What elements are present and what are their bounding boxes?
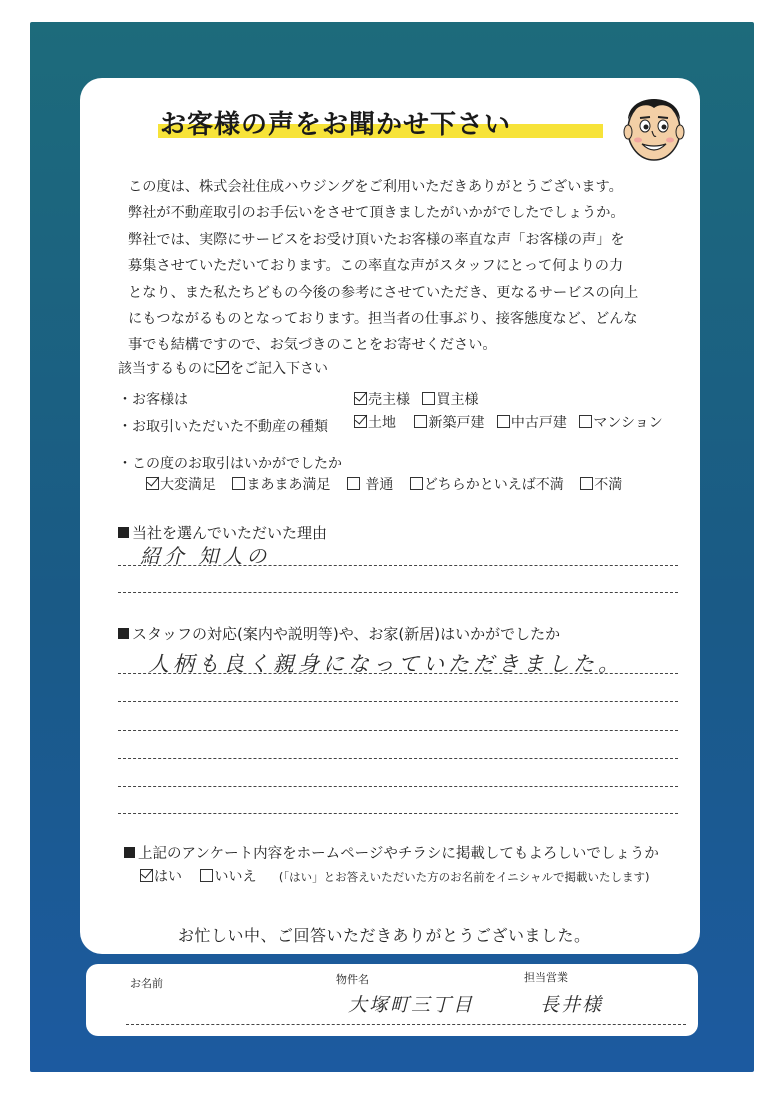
sample-checkbox	[216, 361, 229, 374]
checkbox-yes[interactable]	[140, 869, 153, 882]
answer-line	[118, 565, 678, 566]
q-reason-heading: 当社を選んでいただいた理由	[118, 522, 327, 543]
q-publish-heading: 上記のアンケート内容をホームページやチラシに掲載してもよろしいでしょうか	[124, 842, 659, 863]
intro-line: この度は、株式会社住成ハウジングをご利用いただきありがとうございます。	[128, 179, 623, 195]
option-no[interactable]: いいえ	[200, 869, 256, 885]
q-staff-answer[interactable]: 人柄も良く親身になっていただきました。	[148, 652, 623, 676]
answer-line	[118, 673, 678, 674]
q-customer-label: ・お客様は	[118, 392, 188, 408]
bullet-square-icon	[118, 628, 129, 639]
footer-line	[126, 1024, 686, 1025]
checkbox-somewhat-satisfied[interactable]	[232, 477, 245, 490]
option-yes[interactable]: はい	[140, 869, 182, 885]
checkbox-dissatisfied[interactable]	[580, 477, 593, 490]
property-label: 物件名	[336, 973, 369, 986]
option-used-house[interactable]: 中古戸建	[497, 415, 567, 431]
option-land[interactable]: 土地	[354, 415, 396, 431]
page-title: お客様の声をお聞かせ下さい	[160, 110, 512, 140]
answer-line	[118, 701, 678, 702]
checkbox-used-house[interactable]	[497, 415, 510, 428]
intro-text	[128, 174, 668, 359]
checkbox-neutral[interactable]	[347, 477, 360, 490]
checkbox-new-house[interactable]	[414, 415, 427, 428]
intro-line: 弊社が不動産取引のお手伝いをさせて頂きましたがいかがでしたでしょうか。	[128, 205, 625, 222]
q-staff-heading: スタッフの対応(案内や説明等)や、お家(新居)はいかがでしたか	[118, 623, 560, 644]
checkbox-seller[interactable]	[354, 392, 367, 405]
q-customer-options	[354, 389, 486, 409]
option-somewhat-dissatisfied[interactable]: どちらかといえば不満	[410, 477, 564, 493]
intro-line: 弊社では、実際にサービスをお受け頂いたお客様の率直な声「お客様の声」を	[128, 231, 625, 248]
property-value[interactable]: 大塚町三丁目	[348, 994, 475, 1016]
answer-line	[118, 758, 678, 759]
answer-line	[118, 813, 678, 814]
option-neutral[interactable]: 普通	[347, 477, 393, 493]
thanks-message: お忙しい中、ご回答いただきありがとうございました。	[178, 926, 591, 945]
bullet-square-icon	[118, 527, 129, 538]
answer-line	[118, 730, 678, 731]
option-very-satisfied[interactable]: 大変満足	[146, 477, 216, 493]
option-buyer[interactable]: 買主様	[422, 392, 478, 408]
staff-label: 担当営業	[524, 971, 568, 984]
option-apartment[interactable]: マンション	[579, 415, 662, 431]
q-satisfaction-label: ・この度のお取引はいかがでしたか	[118, 456, 342, 472]
intro-line: 募集させていただいております。この率直な声がスタッフにとって何よりの力	[128, 258, 624, 275]
option-dissatisfied[interactable]: 不満	[580, 477, 622, 493]
bullet-square-icon	[124, 847, 135, 858]
instruction: 該当するものに をご記入下さい	[118, 361, 328, 377]
intro-line: となり、また私たちどもの今後の参考にさせていただき、更なるサービスの向上	[128, 284, 639, 301]
q-property-label: ・お取引いただいた不動産の種類	[118, 419, 328, 435]
checkbox-no[interactable]	[200, 869, 213, 882]
answer-line	[118, 786, 678, 787]
checkbox-land[interactable]	[354, 415, 367, 428]
answer-line	[118, 592, 678, 593]
checkbox-somewhat-dissatisfied[interactable]	[410, 477, 423, 490]
q-satisfaction-options	[146, 474, 630, 494]
option-seller[interactable]: 売主様	[354, 392, 410, 408]
checkbox-buyer[interactable]	[422, 392, 435, 405]
option-somewhat-satisfied[interactable]: まあまあ満足	[232, 477, 330, 493]
option-new-house[interactable]: 新築戸建	[414, 415, 484, 431]
staff-value[interactable]: 長井様	[540, 994, 604, 1016]
q-publish-note: (「はい」とお答えいただいた方のお名前をイニシャルで掲載いたします)	[278, 870, 650, 884]
intro-line: にもつながるものとなっております。担当者の仕事ぶり、接客態度など、どんな	[128, 310, 638, 327]
intro-line: 事でも結構ですので、お気づきのことをお寄せください。	[128, 337, 497, 354]
name-label: お名前	[130, 977, 163, 990]
q-property-options	[354, 412, 671, 432]
q-publish-options	[140, 866, 649, 886]
checkbox-apartment[interactable]	[579, 415, 592, 428]
checkbox-very-satisfied[interactable]	[146, 477, 159, 490]
q-reason-answer[interactable]: 紹介 知人の	[140, 544, 271, 568]
mascot-face-icon	[618, 84, 690, 164]
